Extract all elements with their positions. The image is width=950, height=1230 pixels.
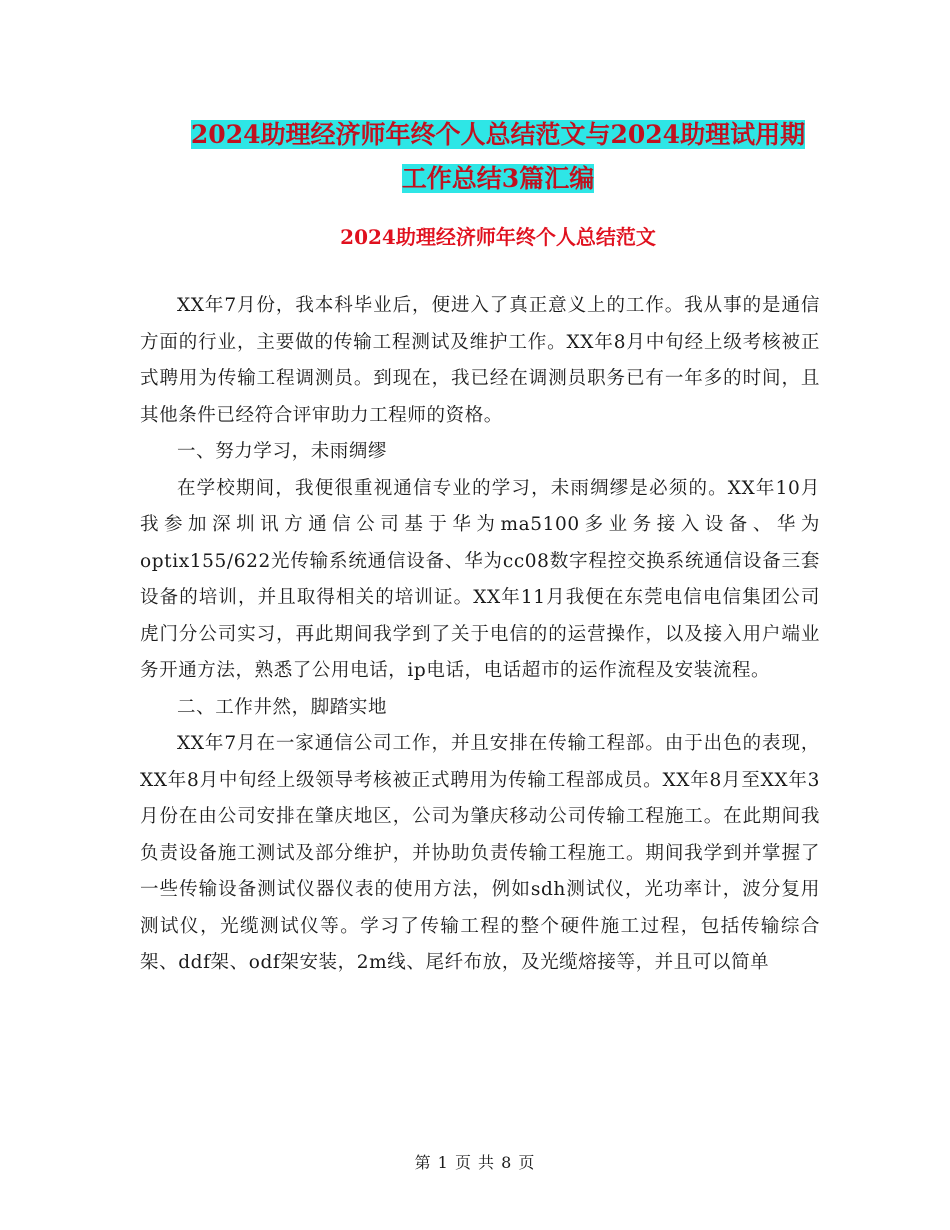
document-body	[140, 288, 820, 982]
paragraph-intro: XX年7月份，我本科毕业后，便进入了真正意义上的工作。我从事的是通信方面的行业，主要做的传输工程测试及维护工作。XX年8月中旬经上级考核被正式聘用为传输工程调测员。到现在，我已经在调测员职务已有一年多的时间，且其他条件已经符合评审助力工程师的资格。	[140, 295, 820, 426]
section-title: 2024助理经济师年终个人总结范文	[340, 225, 656, 249]
document-title-line-1: 2024助理经济师年终个人总结范文与2024助理试用期	[190, 120, 806, 149]
heading-work: 二、工作井然，脚踏实地	[177, 696, 388, 718]
page-footer: 第 1 页 共 8 页	[414, 1153, 536, 1172]
document-title	[140, 113, 856, 201]
paragraph-work: XX年7月在一家通信公司工作，并且安排在传输工程部。由于出色的表现，XX年8月中旬经上级领导考核被正式聘用为传输工程部成员。XX年8月至XX年3月份在由公司安排在肇庆地区，公司为肇庆移动公司传输工程施工。在此期间我负责设备施工测试及部分维护，并协助负责传输工程施工。期间我学到并掌握了一些传输设备测试仪器仪表的使用方法，例如sdh测试仪，光功率计，波分复用测试仪，光缆测试仪等。学习了传输工程的整个硬件施工过程，包括传输综合架、ddf架、odf架安装，2m线、尾纤布放，及光缆熔接等，并且可以简单	[140, 733, 820, 973]
heading-study: 一、努力学习，未雨绸缪	[177, 441, 388, 462]
paragraph-study: 在学校期间，我便很重视通信专业的学习，未雨绸缪是必须的。XX年10月我参加深圳讯方通信公司基于华为ma5100多业务接入设备、华为optix155/622光传输系统通信设备、华为cc08数字程控交换系统通信设备三套设备的培训，并且取得相关的培训证。XX年11月我便在东莞电信电信集团公司虎门分公司实习，再此期间我学到了关于电信的的运营操作，以及接入用户端业务开通方法，熟悉了公用电话，ip电话，电话超市的运作流程及安装流程。	[140, 477, 820, 681]
document-title-line-2: 工作总结3篇汇编	[401, 164, 595, 193]
